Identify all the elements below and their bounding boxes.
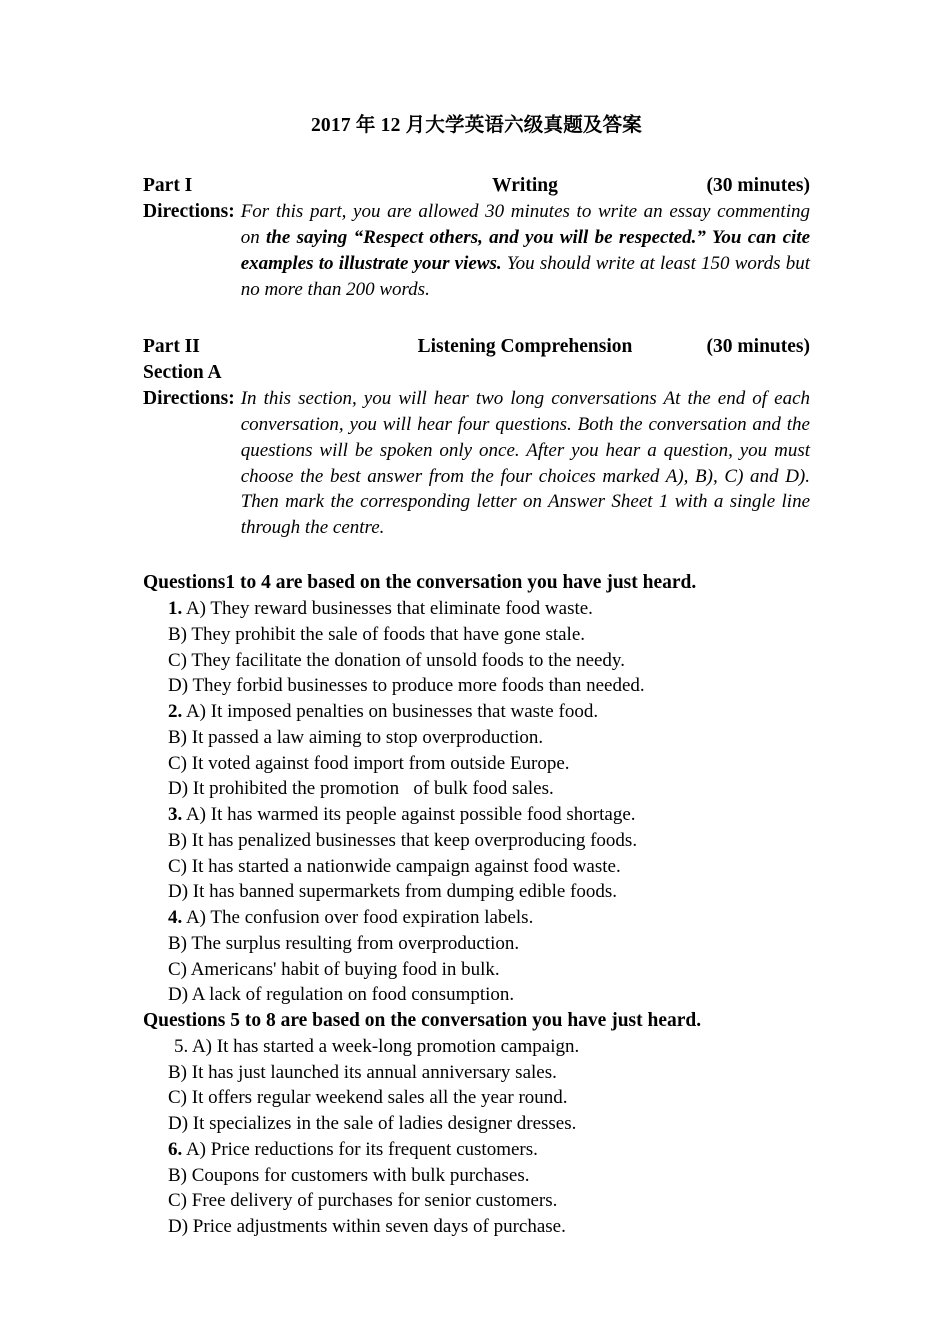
question-option-row[interactable] [143, 931, 810, 957]
directions-text-post: You should write at least 150 words but no more than 200 words. [240, 253, 810, 300]
directions-text-pre: For this part, you are allowed 30 minutes to write an essay commenting on [240, 201, 810, 249]
question-number: 1. [168, 598, 183, 620]
question-option-row[interactable] [143, 982, 810, 1008]
question-option-row[interactable] [143, 725, 810, 751]
question-option-text: B) It has just launched its annual anniversary sales. [168, 1061, 557, 1083]
section-a-directions [143, 386, 810, 542]
questions-1-4-list [143, 596, 810, 1008]
section-a-directions-label: Directions: [143, 387, 235, 409]
question-number: 2. [168, 701, 183, 723]
questions-1-4-heading: Questions1 to 4 are based on the conversation you have just heard. [143, 572, 697, 594]
question-option-text: B) It passed a law aiming to stop overproduction. [168, 726, 544, 748]
question-option-text: A) It has warmed its people against possible food shortage. [185, 804, 636, 826]
question-option-row[interactable] [143, 1111, 810, 1137]
question-number: 3. [168, 804, 183, 826]
question-option-text: A) The confusion over food expiration labels. [185, 907, 534, 929]
question-option-text: D) A lack of regulation on food consumption. [168, 984, 515, 1006]
question-option-text: A) They reward businesses that eliminate food waste. [185, 598, 593, 620]
question-option-text: C) Americans' habit of buying food in bulk. [168, 958, 500, 980]
question-option-text: D) It prohibited the promotion of bulk food sales. [168, 778, 554, 800]
question-option-row[interactable] [143, 957, 810, 983]
question-option-text: B) They prohibit the sale of foods that have gone stale. [168, 623, 586, 645]
part-two-label: Part II [143, 335, 200, 357]
question-option-text: C) It voted against food import from outside Europe. [168, 752, 570, 774]
page-content [143, 0, 810, 1240]
question-option-text: C) Free delivery of purchases for senior customers. [168, 1190, 558, 1212]
question-option-row[interactable] [143, 673, 810, 699]
question-first-option-row[interactable] [143, 802, 810, 828]
question-first-option-row[interactable] [143, 1034, 810, 1060]
question-option-text: B) Coupons for customers with bulk purchases. [168, 1164, 530, 1186]
question-option-text: A) It imposed penalties on businesses that waste food. [185, 701, 599, 723]
part-two-title: Listening Comprehension [417, 335, 633, 357]
question-option-row[interactable] [143, 879, 810, 905]
page-title: 2017 年 12 月大学英语六级真题及答案 [310, 115, 643, 136]
question-option-text: D) It specializes in the sale of ladies designer dresses. [168, 1113, 577, 1135]
question-option-text: C) It offers regular weekend sales all the year round. [168, 1087, 568, 1109]
question-option-row[interactable] [143, 1163, 810, 1189]
question-option-row[interactable] [143, 776, 810, 802]
part-two-heading [143, 334, 810, 360]
part-one-heading [143, 173, 810, 199]
part-one-directions [143, 199, 810, 303]
question-option-text: D) They forbid businesses to produce more foods than needed. [168, 675, 645, 697]
question-option-text: B) It has penalized businesses that keep overproducing foods. [168, 829, 638, 851]
question-option-row[interactable] [143, 1085, 810, 1111]
question-first-option-row[interactable] [143, 1137, 810, 1163]
question-option-text: B) The surplus resulting from overproduction. [168, 932, 520, 954]
question-option-row[interactable] [143, 828, 810, 854]
question-option-text: A) It has started a week-long promotion campaign. [191, 1035, 580, 1057]
question-number: 4. [168, 907, 183, 929]
question-number: 6. [168, 1138, 183, 1160]
question-option-row[interactable] [143, 854, 810, 880]
section-a-label: Section A [143, 361, 222, 383]
question-option-text: A) Price reductions for its frequent customers. [185, 1138, 538, 1160]
question-option-row[interactable] [143, 1188, 810, 1214]
question-option-row[interactable] [143, 648, 810, 674]
question-option-row[interactable] [143, 751, 810, 777]
question-number: 5. [174, 1035, 189, 1057]
question-first-option-row[interactable] [143, 596, 810, 622]
part-two-minutes: (30 minutes) [706, 335, 810, 357]
question-option-text: D) It has banned supermarkets from dumping edible foods. [168, 881, 618, 903]
question-option-text: C) It has started a nationwide campaign against food waste. [168, 855, 621, 877]
part-one-title: Writing [492, 175, 558, 197]
directions-text-bold: the saying “Respect others, and you will be respected.” You can cite examples to illustrate your views. [240, 227, 811, 275]
question-first-option-row[interactable] [143, 699, 810, 725]
questions-5-8-heading: Questions 5 to 8 are based on the conversation you have just heard. [143, 1009, 702, 1031]
section-a-directions-body: In this section, you will hear two long conversations At the end of each conversation, you will hear four questions. Both the conversation and the questions will be spoken only once. After you hear a question, you must choose the best answer from the four choices marked A), B), C) and D). Then mark the corresponding letter on Answer Sheet 1 with a single line through the centre. [240, 387, 810, 539]
part-one-label: Part I [143, 175, 193, 197]
question-option-row[interactable] [143, 1214, 810, 1240]
question-first-option-row[interactable] [143, 905, 810, 931]
question-option-text: C) They facilitate the donation of unsold foods to the needy. [168, 649, 625, 671]
part-one-directions-body [241, 199, 810, 303]
question-option-row[interactable] [143, 1060, 810, 1086]
part-one-minutes: (30 minutes) [706, 175, 810, 197]
question-option-row[interactable] [143, 622, 810, 648]
part-one-directions-label: Directions: [143, 201, 235, 223]
question-option-text: D) Price adjustments within seven days of purchase. [168, 1216, 566, 1238]
questions-5-8-list [143, 1034, 810, 1240]
